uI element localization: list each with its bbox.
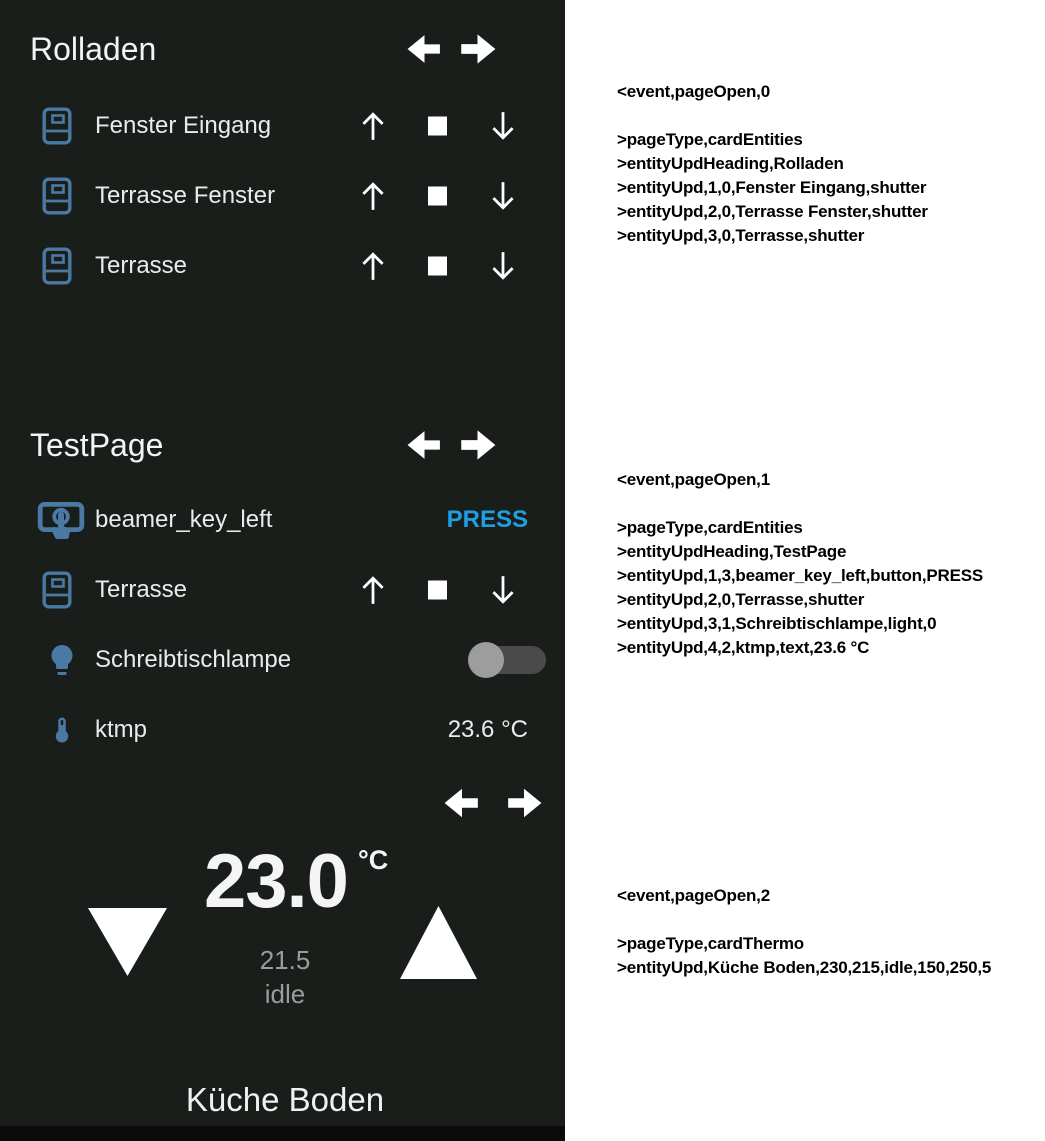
log-block-page0 (617, 80, 1037, 248)
arrow-down-icon[interactable] (489, 110, 517, 142)
log-line: >entityUpd,3,1,Schreibtischlampe,light,0 (617, 614, 937, 633)
entity-row-terrasse (0, 237, 565, 295)
stop-square-icon[interactable] (428, 257, 447, 276)
log-event-line: <event,pageOpen,2 (617, 886, 770, 905)
page-title: TestPage (30, 427, 164, 463)
log-line: >entityUpd,3,0,Terrasse,shutter (617, 226, 865, 245)
setpoint-temperature: 21.5 (259, 945, 311, 975)
log-line: >pageType,cardEntities (617, 130, 803, 149)
nav-arrow-left-icon[interactable] (406, 31, 446, 69)
log-block-page2 (617, 884, 1037, 980)
entity-value: 23.6 °C (447, 716, 528, 743)
log-line: >entityUpd,4,2,ktmp,text,23.6 °C (617, 638, 870, 657)
nav-arrow-right-icon[interactable] (458, 31, 498, 69)
arrow-up-icon[interactable] (359, 110, 387, 142)
triangle-down-icon[interactable] (88, 908, 167, 981)
temperature-unit: °C (358, 845, 389, 875)
stop-square-icon[interactable] (428, 117, 447, 136)
nav-arrow-left-icon[interactable] (406, 427, 446, 465)
log-line: >entityUpd,2,0,Terrasse Fenster,shutter (617, 202, 928, 221)
log-line: >entityUpd,2,0,Terrasse,shutter (617, 590, 865, 609)
thermometer-icon (47, 709, 77, 751)
entity-label: Schreibtischlampe (95, 646, 292, 673)
log-line: >entityUpd,Küche Boden,230,215,idle,150,250,5 (617, 958, 992, 977)
log-line: >entityUpd,1,0,Fenster Eingang,shutter (617, 178, 927, 197)
entity-label: beamer_key_left (95, 506, 273, 533)
shutter-icon (42, 571, 72, 609)
bottom-edge (0, 1126, 565, 1141)
triangle-up-icon[interactable] (400, 906, 477, 984)
entity-row-beamer-key-left (0, 491, 565, 549)
entity-label: Fenster Eingang (95, 112, 272, 139)
log-line: >entityUpd,1,3,beamer_key_left,button,PRESS (617, 566, 983, 585)
page-title: Rolladen (30, 31, 157, 67)
hvac-status: idle (264, 979, 306, 1009)
entity-row-terrasse (0, 561, 565, 619)
arrow-down-icon[interactable] (489, 574, 517, 606)
arrow-down-icon[interactable] (489, 250, 517, 282)
log-event-line: <event,pageOpen,0 (617, 82, 770, 101)
entity-label: Terrasse (95, 252, 188, 279)
shutter-icon (42, 177, 72, 215)
log-event-line: <event,pageOpen,1 (617, 470, 770, 489)
nav-arrow-left-icon[interactable] (443, 784, 483, 822)
gesture-tap-button-icon (37, 498, 85, 542)
entity-row-schreibtischlampe (0, 631, 565, 689)
entity-label: Terrasse Fenster (95, 182, 276, 209)
stop-square-icon[interactable] (428, 187, 447, 206)
nav-arrow-right-icon[interactable] (458, 427, 498, 465)
press-button[interactable]: PRESS (446, 506, 528, 533)
entity-label: Terrasse (95, 576, 188, 603)
stop-square-icon[interactable] (428, 581, 447, 600)
lightbulb-icon (44, 640, 80, 680)
toggle-knob (468, 642, 504, 678)
log-line: >entityUpdHeading,TestPage (617, 542, 847, 561)
entity-row-terrasse-fenster (0, 167, 565, 225)
entity-label: ktmp (95, 716, 148, 743)
arrow-down-icon[interactable] (489, 180, 517, 212)
serial-log (565, 0, 1045, 1141)
log-line: >pageType,cardThermo (617, 934, 804, 953)
shutter-icon (42, 107, 72, 145)
nav-arrow-right-icon[interactable] (505, 784, 545, 822)
arrow-up-icon[interactable] (359, 250, 387, 282)
log-block-page1 (617, 468, 1037, 660)
current-temperature: 23.0 (204, 839, 348, 924)
shutter-icon (42, 247, 72, 285)
log-line: >entityUpdHeading,Rolladen (617, 154, 844, 173)
entity-row-ktmp (0, 701, 565, 759)
arrow-up-icon[interactable] (359, 574, 387, 606)
arrow-up-icon[interactable] (359, 180, 387, 212)
light-toggle[interactable] (470, 646, 546, 674)
log-line: >pageType,cardEntities (617, 518, 803, 537)
thermostat-name: Küche Boden (185, 1081, 385, 1118)
entity-row-fenster-eingang (0, 97, 565, 155)
